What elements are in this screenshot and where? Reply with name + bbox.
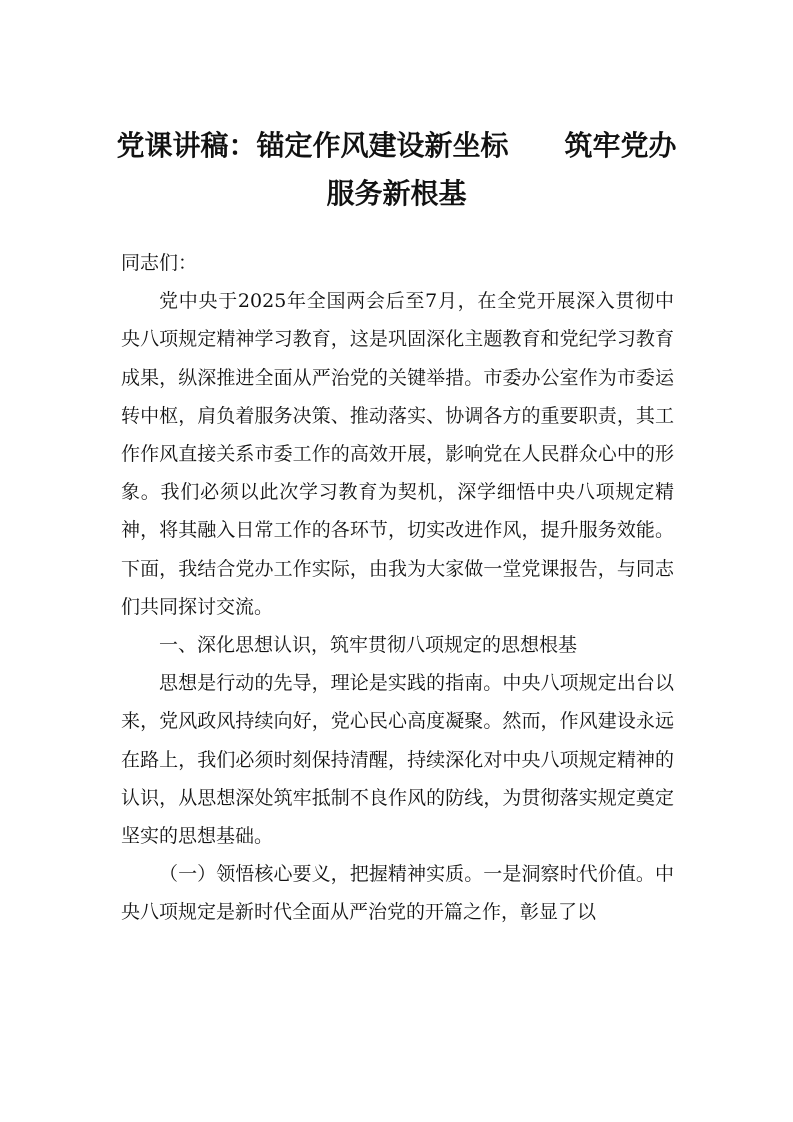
salutation: 同志们： — [121, 252, 198, 274]
paragraph-subsection-1: （一）领悟核心要义，把握精神实质。一是洞察时代价值。中央八项规定是新时代全面从严治党的开篇之作，彰显了以 — [121, 863, 674, 924]
paragraph-intro: 党中央于2025年全国两会后至7月，在全党开展深入贯彻中央八项规定精神学习教育，这是巩固深化主题教育和党纪学习教育成果，纵深推进全面从严治党的关键举措。市委办公室作为市委运转中枢，肩负着服务决策、推动落实、协调各方的重要职责，其工作作风直接关系市委工作的高效开展，影响党在人民群众心中的形象。我们必须以此次学习教育为契机，深学细悟中央八项规定精神，将其融入日常工作的各环节，切实改进作风，提升服务效能。下面，我结合党办工作实际，由我为大家做一堂党课报告，与同志们共同探讨交流。 — [121, 290, 674, 618]
document-body — [121, 244, 674, 932]
paragraph-section-1: 思想是行动的先导，理论是实践的指南。中央八项规定出台以来，党风政风持续向好，党心民心高度凝聚。然而，作风建设永远在路上，我们必须时刻保持清醒，持续深化对中央八项规定精神的认识，从思想深处筑牢抵制不良作风的防线，为贯彻落实规定奠定坚实的思想基础。 — [121, 672, 674, 848]
page-title: 党课讲稿：锚定作风建设新坐标 筑牢党办服务新根基 — [116, 129, 677, 210]
section-heading-1: 一、深化思想认识，筑牢贯彻八项规定的思想根基 — [159, 634, 578, 657]
